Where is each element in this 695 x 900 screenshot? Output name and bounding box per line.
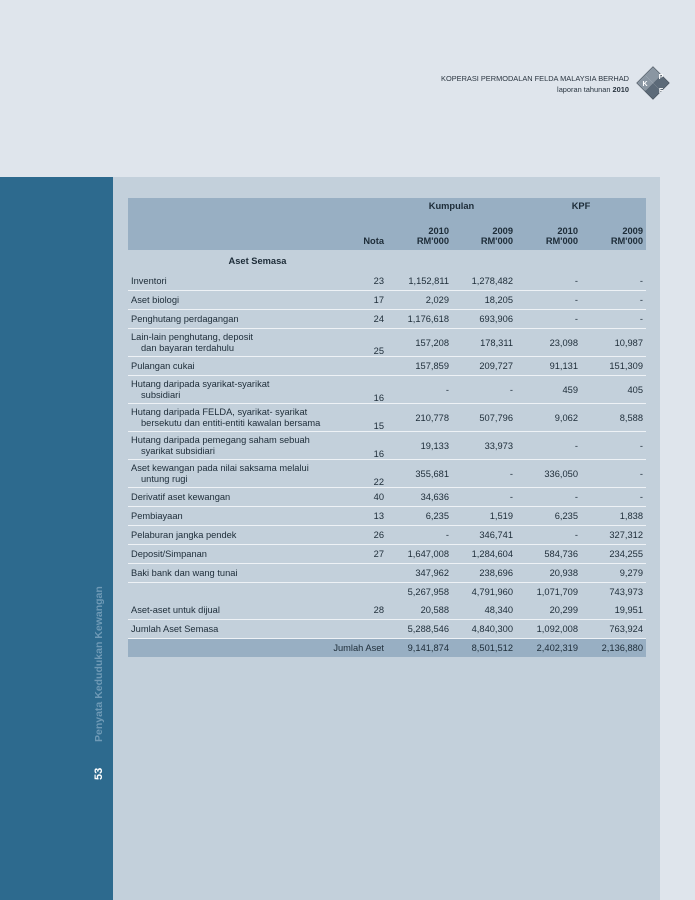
table-cell: - (516, 526, 581, 545)
table-cell: - (452, 376, 516, 404)
table-body (128, 272, 646, 583)
table-row (128, 526, 646, 545)
table-cell: - (516, 272, 581, 291)
table-cell: 743,973 (609, 587, 643, 597)
table-row (128, 460, 646, 488)
table-cell: 1,152,811 (387, 272, 452, 291)
table-cell: - (581, 432, 646, 460)
table-cell: 1,647,008 (387, 545, 452, 564)
table-cell: - (581, 272, 646, 291)
table-cell: 9,279 (581, 564, 646, 583)
row-nota: 24 (360, 310, 387, 329)
table-cell: 507,796 (452, 404, 516, 432)
table-row (128, 488, 646, 507)
table-cell: 34,636 (387, 488, 452, 507)
table-cell: 9,062 (516, 404, 581, 432)
row-nota: 17 (360, 291, 387, 310)
table-row (128, 272, 646, 291)
table-cell: 33,973 (452, 432, 516, 460)
table-cell: 20,938 (516, 564, 581, 583)
table-cell: 20,299 (516, 601, 581, 620)
row-nota: 23 (360, 272, 387, 291)
table-row (128, 357, 646, 376)
table-cell: 6,235 (516, 507, 581, 526)
table-cell: 346,741 (452, 526, 516, 545)
group-kumpulan: Kumpulan (387, 198, 516, 214)
row-label: Baki bank dan wang tunai (128, 564, 360, 583)
table-cell: 157,208 (387, 329, 452, 357)
balance-sheet-table (128, 198, 646, 657)
table-cell: 763,924 (581, 620, 646, 639)
sidebar (0, 177, 113, 900)
row-nota: 28 (360, 601, 387, 620)
row-label: Aset kewangan pada nilai saksama melalui untung rugi (128, 460, 360, 488)
table-cell: 2,136,880 (581, 639, 646, 658)
row-label: Penghutang perdagangan (128, 310, 360, 329)
table-cell: - (516, 291, 581, 310)
col-header-kpf-2009: 2009 RM'000 (581, 214, 646, 250)
table-cell: 4,840,300 (452, 620, 516, 639)
row-nota (360, 564, 387, 583)
table-cell: - (581, 488, 646, 507)
row-label: Lain-lain penghutang, deposit dan bayaran terdahulu (128, 329, 360, 357)
table-row (128, 545, 646, 564)
logo-letter-k: K (642, 81, 648, 88)
table-cell: 238,696 (452, 564, 516, 583)
report-title: laporan tahunan 2010 (557, 85, 629, 94)
table-cell: 2,402,319 (516, 639, 581, 658)
table-row (128, 564, 646, 583)
held-for-sale-row (128, 601, 646, 620)
section-title-vertical: Penyata Kedudukan Kewangan (93, 586, 105, 742)
table-cell: 2,029 (387, 291, 452, 310)
table-cell: 5,288,546 (387, 620, 452, 639)
group-header-row (128, 198, 646, 214)
table-cell: 8,588 (581, 404, 646, 432)
page-number: 53 (93, 767, 105, 780)
table-cell: 355,681 (387, 460, 452, 488)
row-label: Aset biologi (128, 291, 360, 310)
col-header-kumpulan-2010: 2010 RM'000 (387, 214, 452, 250)
table-cell: - (516, 488, 581, 507)
table-cell: 5,267,958 (407, 587, 449, 597)
table-cell: 1,176,618 (387, 310, 452, 329)
table-cell: 210,778 (387, 404, 452, 432)
row-label: Hutang daripada pemegang saham sebuah syarikat subsidiari (128, 432, 360, 460)
column-header-row (128, 214, 646, 250)
table-cell: 151,309 (581, 357, 646, 376)
row-nota: 15 (360, 404, 387, 432)
table-cell: 10,987 (581, 329, 646, 357)
group-kpf: KPF (516, 198, 646, 214)
row-nota: 22 (360, 460, 387, 488)
table-cell: 6,235 (387, 507, 452, 526)
table-cell: 327,312 (581, 526, 646, 545)
table-cell: 19,951 (581, 601, 646, 620)
table-cell: 23,098 (516, 329, 581, 357)
table-cell: 48,340 (452, 601, 516, 620)
table-cell: 347,962 (387, 564, 452, 583)
table-cell: - (516, 310, 581, 329)
table-cell: - (516, 432, 581, 460)
row-label: Jumlah Aset Semasa (128, 620, 360, 639)
col-header-kumpulan-2009: 2009 RM'000 (452, 214, 516, 250)
row-nota: 27 (360, 545, 387, 564)
table-cell: 178,311 (452, 329, 516, 357)
table-cell: 91,131 (516, 357, 581, 376)
table-cell: 19,133 (387, 432, 452, 460)
table-cell: 234,255 (581, 545, 646, 564)
table-cell: 1,284,604 (452, 545, 516, 564)
row-label: Derivatif aset kewangan (128, 488, 360, 507)
row-label: Deposit/Simpanan (128, 545, 360, 564)
table-row (128, 376, 646, 404)
kpf-logo (636, 66, 670, 100)
table-cell: 20,588 (387, 601, 452, 620)
row-label: Pulangan cukai (128, 357, 360, 376)
table-cell: 405 (581, 376, 646, 404)
table-row (128, 291, 646, 310)
table-row (128, 507, 646, 526)
table-cell: - (581, 291, 646, 310)
row-label: Hutang daripada syarikat-syarikat subsidiari (128, 376, 360, 404)
table-cell: 8,501,512 (452, 639, 516, 658)
row-label: Inventori (128, 272, 360, 291)
table-cell: 1,519 (452, 507, 516, 526)
table-cell: 1,838 (581, 507, 646, 526)
table-row (128, 404, 646, 432)
table-cell: 4,791,960 (471, 587, 513, 597)
table-cell: 9,141,874 (387, 639, 452, 658)
table-cell: - (452, 460, 516, 488)
table-cell: 1,071,709 (536, 587, 578, 597)
section-title: Aset Semasa (228, 256, 287, 266)
row-label: Pelaburan jangka pendek (128, 526, 360, 545)
report-header (441, 73, 629, 95)
row-nota (360, 357, 387, 376)
table-cell: 459 (516, 376, 581, 404)
nota-header: Nota (360, 214, 387, 250)
row-nota: 40 (360, 488, 387, 507)
jumlah-aset-row (128, 639, 646, 658)
table-cell: 584,736 (516, 545, 581, 564)
row-nota: 16 (360, 432, 387, 460)
table-cell: - (452, 488, 516, 507)
table-cell: - (581, 460, 646, 488)
table-cell: 157,859 (387, 357, 452, 376)
row-nota: 26 (360, 526, 387, 545)
table-cell: - (387, 376, 452, 404)
col-header-kpf-2010: 2010 RM'000 (516, 214, 581, 250)
table-cell: 1,092,008 (516, 620, 581, 639)
row-label: Aset-aset untuk dijual (128, 601, 360, 620)
row-nota: 16 (360, 376, 387, 404)
table-row (128, 310, 646, 329)
row-label: Hutang daripada FELDA, syarikat- syarikat bersekutu dan entiti-entiti kawalan bersama (128, 404, 360, 432)
table-cell: 336,050 (516, 460, 581, 488)
table-cell: 693,906 (452, 310, 516, 329)
row-nota: 25 (360, 329, 387, 357)
row-nota: 13 (360, 507, 387, 526)
table-row (128, 432, 646, 460)
org-name: KOPERASI PERMODALAN FELDA MALAYSIA BERHAD (441, 74, 629, 83)
row-label: Pembiayaan (128, 507, 360, 526)
table-cell: - (581, 310, 646, 329)
subtotal-row (128, 583, 646, 602)
logo-letter-p: P (658, 74, 664, 81)
total-label: Jumlah Aset (128, 639, 387, 658)
logo-letter-f: F (658, 88, 664, 95)
table-row (128, 329, 646, 357)
table-cell: 209,727 (452, 357, 516, 376)
section-header-row (128, 250, 646, 272)
table-cell: 18,205 (452, 291, 516, 310)
table-cell: 1,278,482 (452, 272, 516, 291)
jumlah-aset-semasa-row (128, 620, 646, 639)
table-cell: - (387, 526, 452, 545)
